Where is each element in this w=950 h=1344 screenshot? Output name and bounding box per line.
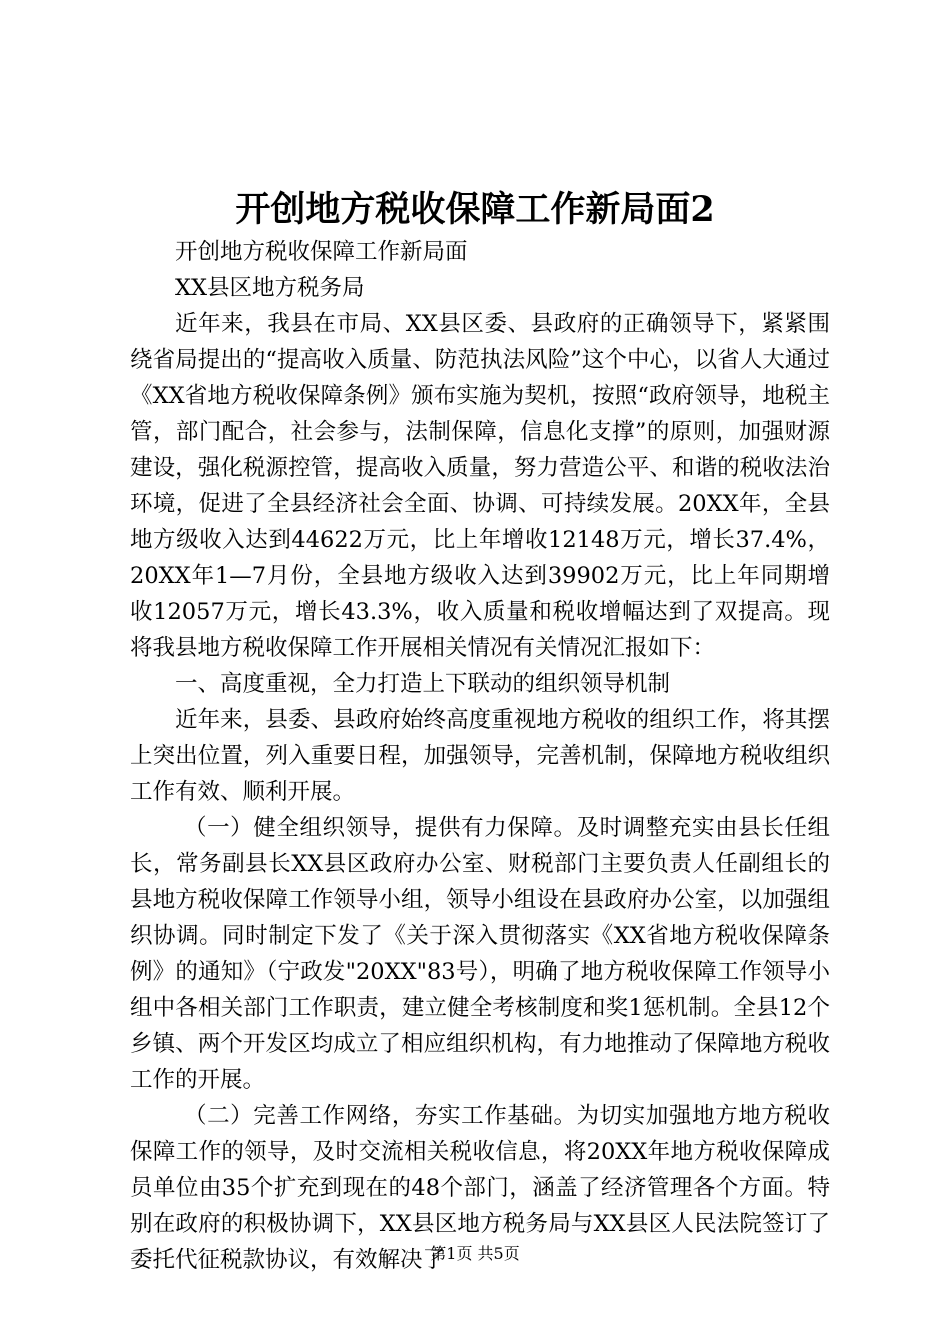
- body-paragraph: （二）完善工作网络，夯实工作基础。为切实加强地方地方税收保障工作的领导，及时交流相关税收信息，将20XX年地方税收保障成员单位由35个扩充到现在的48个部门，涵盖了经济管理各个方面。特别在政府的积极协调下，XX县区地方税务局与XX县区人民法院签订了委托代征税款协议，有效解决了: [130, 1103, 830, 1273]
- author-line: XX县区地方税务局: [175, 275, 365, 301]
- subtitle-line: 开创地方税收保障工作新局面: [175, 239, 468, 265]
- body-paragraph: 近年来，我县在市局、XX县区委、县政府的正确领导下，紧紧围绕省局提出的“提高收入质量、防范执法风险”这个中心，以省人大通过《XX省地方税收保障条例》颁布实施为契机，按照“政府领导，地税主管，部门配合，社会参与，法制保障，信息化支撑”的原则，加强财源建设，强化税源控管，提高收入质量，努力营造公平、和谐的税收法治环境，促进了全县经济社会全面、协调、可持续发展。20XX年，全县地方级收入达到44622万元，比上年增收12148万元，增长37.4%，20XX年1—7月份，全县地方级收入达到39902万元，比上年同期增收12057万元，增长43.3%，收入质量和税收增幅达到了双提高。现将我县地方税收保障工作开展相关情况有关情况汇报如下：: [130, 311, 830, 661]
- body-paragraph: 近年来，县委、县政府始终高度重视地方税收的组织工作，将其摆上突出位置，列入重要日程，加强领导，完善机制，保障地方税收组织工作有效、顺利开展。: [130, 707, 830, 805]
- document-title: 开创地方税收保障工作新局面2: [235, 189, 715, 230]
- document-body: [130, 234, 830, 1278]
- section-heading: 一、高度重视，全力打造上下联动的组织领导机制: [175, 671, 671, 697]
- page-footer: 第1页 共5页: [430, 1244, 520, 1263]
- body-paragraph: （一）健全组织领导，提供有力保障。及时调整充实由县长任组长，常务副县长XX县区政府办公室、财税部门主要负责人任副组长的县地方税收保障工作领导小组，领导小组设在县政府办公室，以加强组织协调。同时制定下发了《关于深入贯彻落实《XX省地方税收保障条例》的通知》（宁政发"20XX"83号），明确了地方税收保障工作领导小组中各相关部门工作职责，建立健全考核制度和奖1惩机制。全县12个乡镇、两个开发区均成立了相应组织机构，有力地推动了保障地方税收工作的开展。: [130, 815, 830, 1093]
